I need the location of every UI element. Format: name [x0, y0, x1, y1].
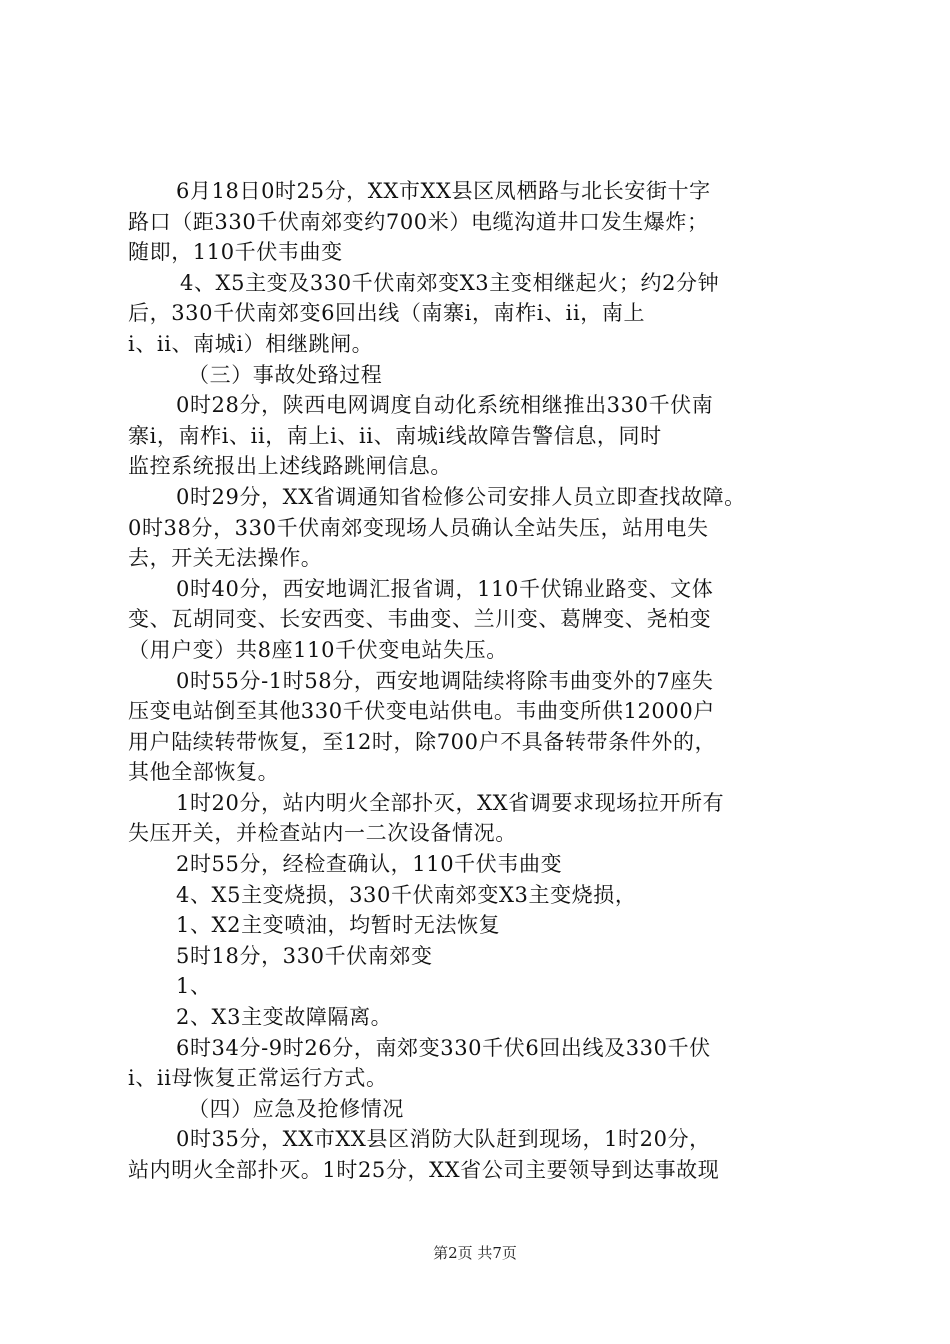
page-number-footer: 第2页 共7页 [433, 1244, 517, 1262]
paragraph-line: 0时28分，陕西电网调度自动化系统相继推出330千伏南 [176, 393, 714, 418]
paragraph-line: 2时55分，经检查确认，110千伏韦曲变 [176, 852, 563, 877]
paragraph-line: 寨i，南柞i、ii，南上i、ii、南城i线故障告警信息，同时 [128, 423, 662, 448]
paragraph-line: 0时55分-1时58分，西安地调陆续将除韦曲变外的7座失 [176, 668, 714, 693]
paragraph-line: 2、X3主变故障隔离。 [176, 1005, 393, 1030]
paragraph-line: 用户陆续转带恢复，至12时，除700户不具备转带条件外的， [128, 729, 717, 754]
paragraph-line: 1、X2主变喷油，均暂时无法恢复 [176, 913, 501, 938]
paragraph-line: 失压开关，并检查站内一二次设备情况。 [128, 821, 517, 846]
paragraph-line: 去，开关无法操作。 [128, 546, 323, 571]
paragraph-line: 5时18分，330千伏南郊变 [176, 943, 433, 968]
paragraph-line: 路口（距330千伏南郊变约700米）电缆沟道井口发生爆炸； [128, 209, 709, 234]
section-heading: （四）应急及抢修情况 [188, 1096, 404, 1121]
paragraph-line: 4、X5主变及330千伏南郊变X3主变相继起火；约2分钟 [180, 270, 720, 295]
paragraph-line: i、ii母恢复正常运行方式。 [128, 1066, 388, 1091]
paragraph-line: 1时20分，站内明火全部扑灭，XX省调要求现场拉开所有 [176, 790, 725, 815]
paragraph-line: i、ii、南城i）相继跳闸。 [128, 331, 374, 356]
paragraph-line: 6月18日0时25分，XX市XX县区凤栖路与北长安街十字 [176, 179, 711, 203]
paragraph-line: 1、 [176, 974, 212, 999]
paragraph-line: 变、瓦胡同变、长安西变、韦曲变、兰川变、葛牌变、尧柏变 [128, 607, 712, 632]
paragraph-line: 其他全部恢复。 [128, 760, 280, 785]
document-body [128, 176, 838, 1186]
paragraph-line: 0时38分，330千伏南郊变现场人员确认全站失压，站用电失 [128, 515, 709, 540]
paragraph-line: 0时35分，XX市XX县区消防大队赶到现场，1时20分， [176, 1127, 711, 1152]
paragraph-line: 0时29分，XX省调通知省检修公司安排人员立即查找故障。 [176, 484, 746, 509]
paragraph-line: 6时34分-9时26分，南郊变330千伏6回出线及330千伏 [176, 1035, 711, 1060]
paragraph-line: （用户变）共8座110千伏变电站失压。 [128, 637, 508, 662]
paragraph-line: 4、X5主变烧损，330千伏南郊变X3主变烧损， [176, 882, 637, 907]
paragraph-line: 随即，110千伏韦曲变 [128, 240, 343, 265]
paragraph-line: 0时40分，西安地调汇报省调，110千伏锦业路变、文体 [176, 576, 714, 601]
paragraph-line: 站内明火全部扑灭。1时25分，XX省公司主要领导到达事故现 [128, 1158, 720, 1182]
paragraph-line: 压变电站倒至其他330千伏变电站供电。韦曲变所供12000户 [128, 699, 715, 724]
paragraph-line: 后，330千伏南郊变6回出线（南寨i，南柞i、ii，南上 [128, 301, 646, 326]
paragraph-line: 监控系统报出上述线路跳闸信息。 [128, 454, 452, 479]
section-heading: （三）事故处臵过程 [188, 362, 383, 387]
